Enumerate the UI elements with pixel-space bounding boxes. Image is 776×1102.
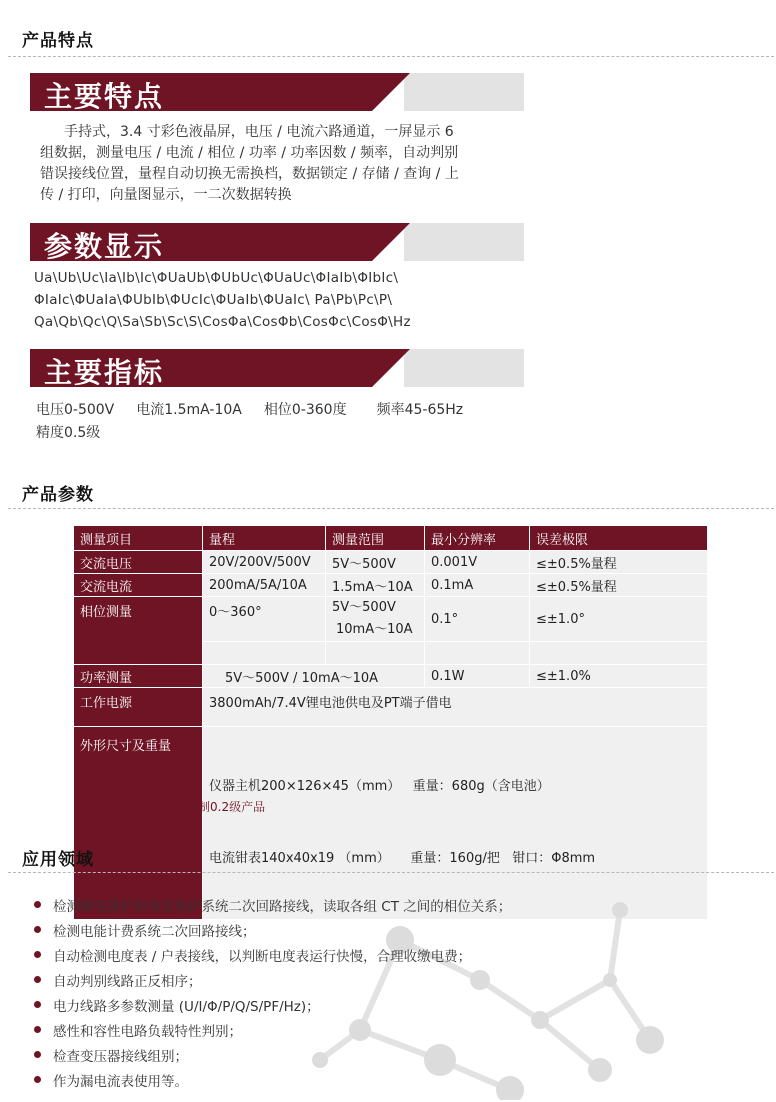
list-item-text: 自动检测电度表 / 户表接线，以判断电度表运行快慢，合理收缴电费； — [53, 948, 472, 965]
table-cell: ≤±0.5%量程 — [530, 574, 708, 597]
features-line: 组数据，测量电压 / 电流 / 相位 / 功率 / 功率因数 / 频率，自动判别 — [40, 145, 459, 161]
table-cell — [203, 642, 326, 665]
list-item — [34, 1017, 511, 1042]
bullet-icon — [34, 901, 41, 908]
display-parameters — [34, 267, 411, 333]
features-line: 传 / 打印，向量图显示，一二次数据转换 — [40, 187, 292, 203]
divider — [8, 508, 774, 509]
list-item-text: 作为漏电流表使用等。 — [53, 1073, 188, 1090]
list-item — [34, 917, 511, 942]
banner-title: 主要特点 — [44, 80, 165, 113]
spec-voltage: 电压0-500V — [36, 402, 115, 418]
table-header-row — [74, 526, 708, 551]
list-item — [34, 1042, 511, 1067]
divider — [8, 56, 774, 57]
table-cell — [530, 642, 708, 665]
table-row — [74, 727, 708, 920]
row-label: 工作电源 — [74, 688, 203, 727]
list-item-text: 检查变压器接线组别； — [53, 1048, 188, 1065]
list-item — [34, 967, 511, 992]
table-cell: ≤±0.5%量程 — [530, 551, 708, 574]
display-line: ΦIaIc\ΦUaIa\ΦUbIb\ΦUcIc\ΦUaIb\ΦUaIc\ Pa\Pb\Pc\P\ — [34, 292, 393, 308]
table-row — [74, 665, 708, 688]
bullet-icon — [34, 976, 41, 983]
table-row — [74, 597, 708, 642]
display-line: Ua\Ub\Uc\Ia\Ib\Ic\ΦUaUb\ΦUbUc\ΦUaUc\ΦIaIb\ΦIbIc\ — [34, 270, 399, 286]
table-row — [74, 551, 708, 574]
table-cell: 0.1mA — [425, 574, 530, 597]
row-label: 相位测量 — [74, 597, 203, 665]
features-line: 错误接线位置，量程自动切换无需换档，数据锁定 / 存储 / 查询 / 上 — [40, 166, 459, 182]
spec-frequency: 频率45-65Hz — [376, 402, 464, 418]
bullet-icon — [34, 1076, 41, 1083]
display-line: Qa\Qb\Qc\Q\Sa\Sb\Sc\S\CosΦa\CosΦb\CosΦc\CosΦ\Hz — [34, 314, 411, 330]
list-item — [34, 892, 511, 917]
phase-meas-voltage: 5V～500V — [332, 600, 396, 615]
bullet-icon — [34, 1026, 41, 1033]
banner-main-specs — [30, 349, 524, 387]
list-item-text: 电力线路多参数测量 (U/I/Φ/P/Q/S/PF/Hz)； — [53, 998, 320, 1015]
table-cell: 0.001V — [425, 551, 530, 574]
table-cell: 1.5mA～10A — [326, 574, 425, 597]
row-label: 外形尺寸及重量 — [74, 727, 203, 920]
bullet-icon — [34, 1001, 41, 1008]
table-cell: 5V～500V — [326, 551, 425, 574]
spec-phase: 相位0-360度 — [263, 402, 347, 418]
bullet-icon — [34, 951, 41, 958]
list-item-text: 检测电能计费系统二次回路接线； — [53, 923, 256, 940]
features-line: 手持式，3.4 寸彩色液晶屏，电压 / 电流六路通道，一屏显示 6 — [64, 124, 454, 140]
banner-title: 参数显示 — [44, 230, 165, 263]
list-item — [34, 1067, 511, 1092]
row-label: 功率测量 — [74, 665, 203, 688]
table-header: 测量范围 — [326, 526, 425, 551]
table-cell — [203, 727, 708, 920]
row-label: 交流电流 — [74, 574, 203, 597]
divider — [8, 872, 774, 873]
list-item-text: 感性和容性电路负载特性判别； — [53, 1023, 242, 1040]
table-cell — [425, 642, 530, 665]
table-header: 最小分辨率 — [425, 526, 530, 551]
banner-title: 主要指标 — [44, 356, 165, 389]
table-cell — [326, 642, 425, 665]
table-row — [74, 574, 708, 597]
spec-table — [74, 526, 708, 919]
table-cell: 0.1° — [425, 597, 530, 642]
bullet-icon — [34, 1051, 41, 1058]
section-title-features: 产品特点 — [22, 31, 94, 51]
phase-meas-current: 10mA～10A — [336, 622, 413, 637]
list-item-text: 自动判别线路正反相序； — [53, 973, 202, 990]
table-cell — [326, 597, 425, 642]
list-item — [34, 992, 511, 1017]
bullet-icon — [34, 926, 41, 933]
size-clamp: 电流钳表140x40x19 （mm） 重量：160g/把 钳口：Φ8mm — [209, 851, 596, 866]
banner-params-display — [30, 223, 524, 261]
table-cell: ≤±1.0° — [530, 597, 708, 642]
table-header: 量程 — [203, 526, 326, 551]
table-cell: 200mA/5A/10A — [203, 574, 326, 597]
spec-accuracy: 精度0.5级 — [36, 425, 101, 441]
section-title-apps: 应用领域 — [22, 850, 94, 870]
spec-current: 电流1.5mA-10A — [136, 402, 242, 418]
table-header: 测量项目 — [74, 526, 203, 551]
table-cell: 3800mAh/7.4V锂电池供电及PT端子借电 — [203, 688, 708, 727]
table-row — [74, 688, 708, 727]
specs-block — [36, 400, 463, 444]
table-cell: ≤±1.0% — [530, 665, 708, 688]
applications-list — [34, 892, 511, 1092]
list-item — [34, 942, 511, 967]
table-cell: 5V～500V / 10mA～10A — [203, 665, 425, 688]
banner-main-features — [30, 73, 524, 111]
list-item-text: 检测继电保护和母差保护系统二次回路接线，读取各组 CT 之间的相位关系； — [53, 898, 512, 915]
section-title-params: 产品参数 — [22, 485, 94, 505]
table-cell: 0.1W — [425, 665, 530, 688]
table-cell: 0～360° — [203, 597, 326, 642]
features-paragraph — [40, 122, 459, 206]
note-text: 注：可根据用户需求订制0.2级产品 — [78, 800, 266, 814]
table-header: 误差极限 — [530, 526, 708, 551]
size-host: 仪器主机200×126×45（mm） 重量：680g（含电池） — [209, 779, 550, 794]
table-cell: 20V/200V/500V — [203, 551, 326, 574]
row-label: 交流电压 — [74, 551, 203, 574]
